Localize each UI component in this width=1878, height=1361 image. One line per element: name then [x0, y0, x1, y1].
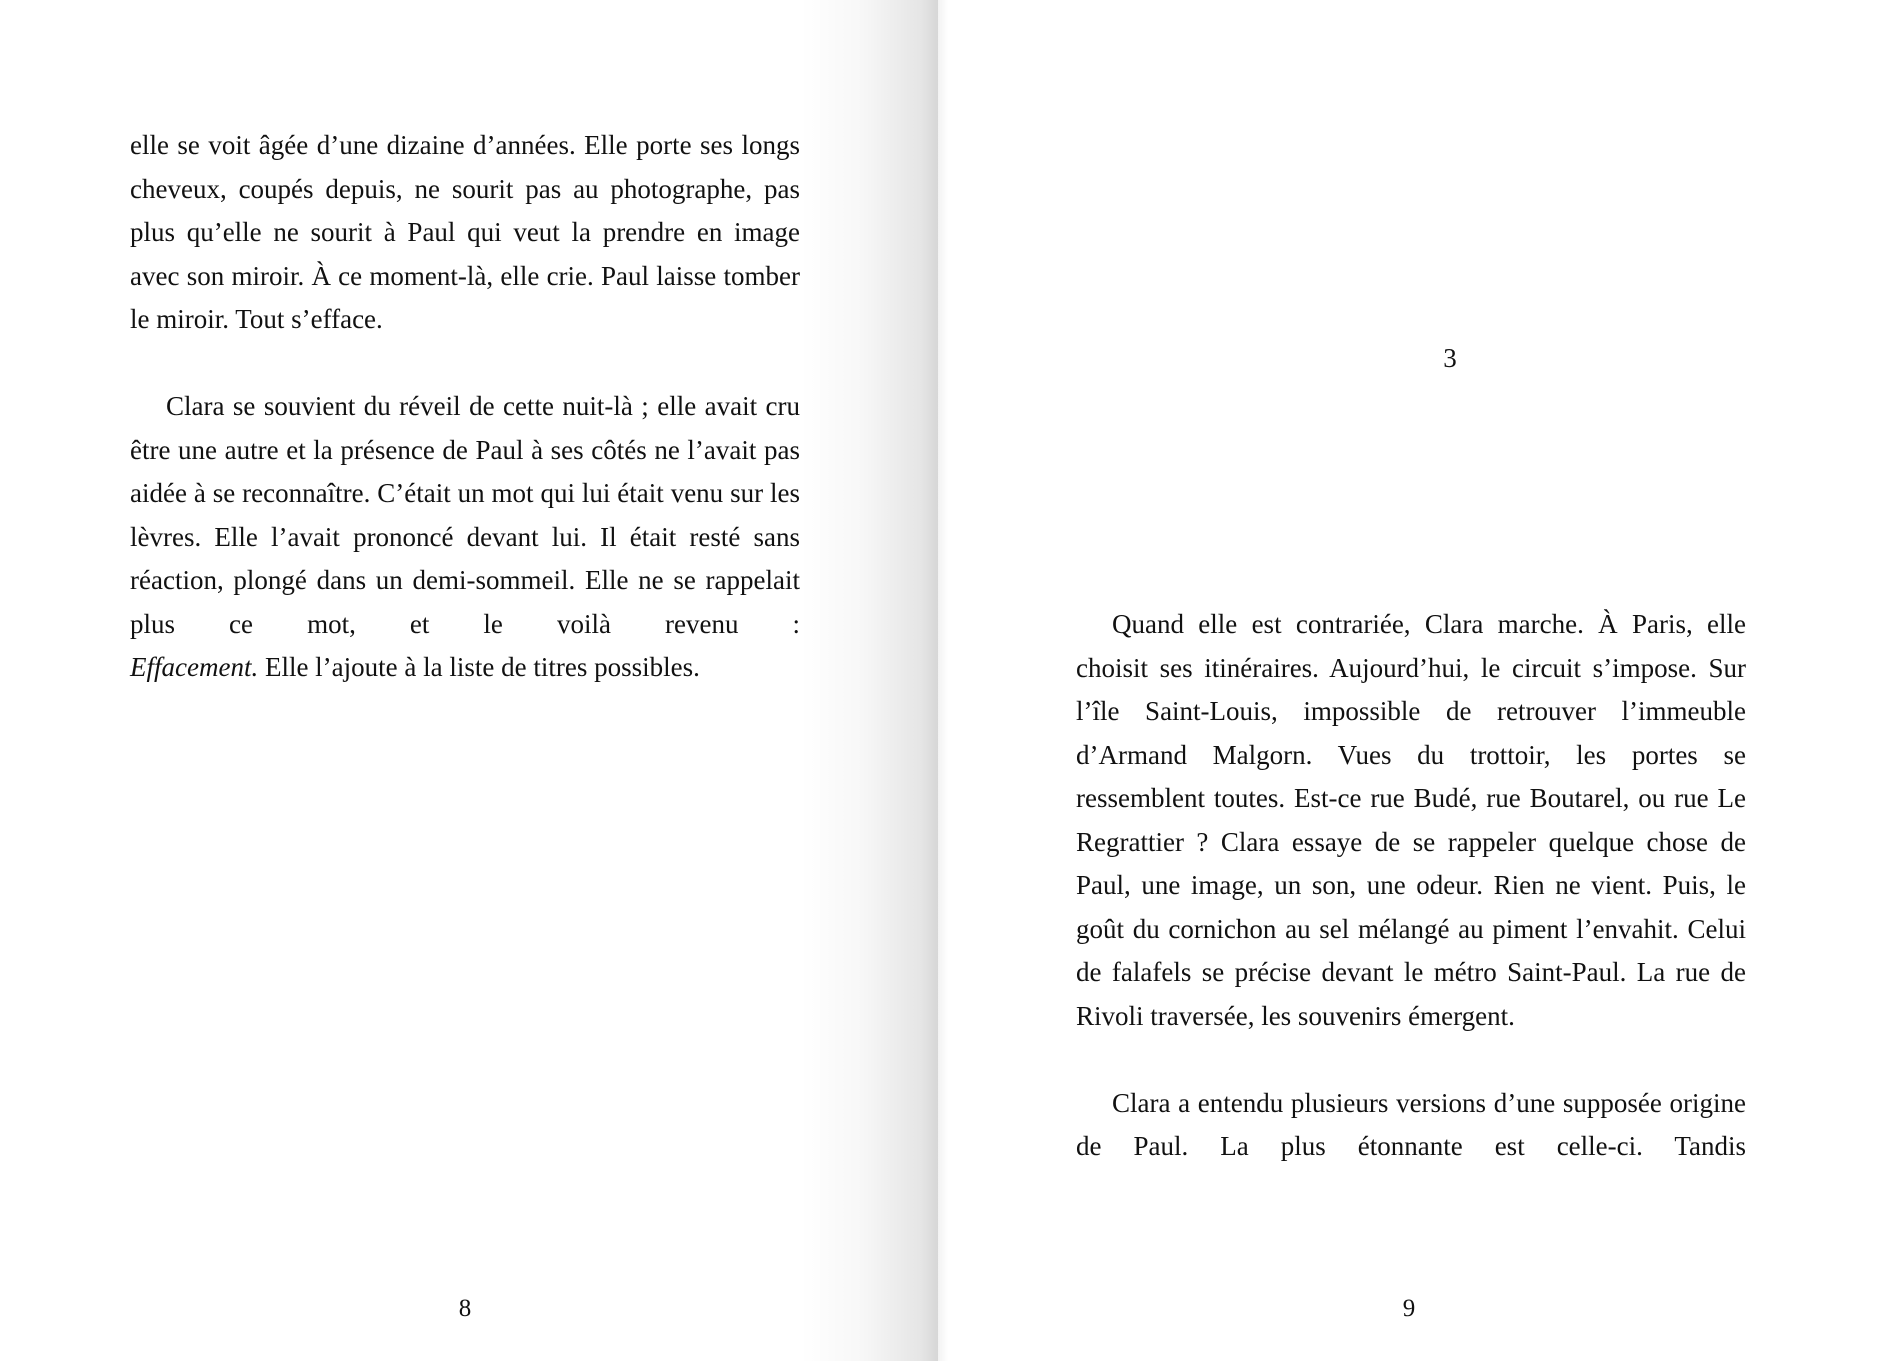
chapter-number: 3 [1443, 343, 1457, 373]
right-page [938, 0, 1878, 1361]
left-paragraph-2: Clara se souvient du réveil de cette nuit-là ; elle avait cru être une autre et la présence de Paul à ses côtés ne l’avait pas aidée à se reconnaître. C’était un mot qui lui était venu sur les lèvres. Elle l’avait prononcé devant lui. Il était resté sans réaction, plongé dans un demi-sommeil. Elle ne se rappelait plus ce mot, et le voilà revenu : [130, 391, 800, 639]
left-closing-text: Elle l’ajoute à la liste de titres possibles. [258, 652, 700, 682]
paragraph-gap [130, 342, 800, 386]
left-page-body [130, 124, 800, 690]
left-paragraph-1: elle se voit âgée d’une dizaine d’années. Elle porte ses longs cheveux, coupés depuis, ne sourit pas au photographe, pas plus qu’elle ne sourit à Paul qui veut la prendre en image avec son miroir. À ce moment-là, elle crie. Paul laisse tomber le miroir. Tout s’efface. [130, 130, 800, 334]
right-paragraph-2: Clara a entendu plusieurs versions d’une supposée origine de Paul. La plus étonnante est celle-ci. Tandis [1076, 1087, 1746, 1161]
right-paragraph-1: Quand elle est contrariée, Clara marche. À Paris, elle choisit ses itinéraires. Aujourd’hui, le circuit s’impose. Sur l’île Saint-Louis, impossible de retrouver l’immeuble d’Armand Malgorn. Vues du trottoir, les portes se ressemblent toutes. Est-ce rue Budé, rue Boutarel, ou rue Le Regrattier ? Clara essaye de se rappeler quelque chose de Paul, une image, un son, une odeur. Rien ne vient. Puis, le goût du cornichon au sel mélangé au piment l’envahit. Celui de falafels se précise devant le métro Saint-Paul. La rue de Rivoli traversée, les souvenirs émergent. [1076, 609, 1746, 1031]
paragraph-gap [1076, 1038, 1746, 1082]
left-paragraph-2-end [130, 646, 800, 690]
page-number-right: 9 [1402, 1295, 1416, 1322]
italic-word: Effacement. [130, 652, 259, 682]
right-page-body [1076, 603, 1746, 1169]
left-page [0, 0, 938, 1361]
page-number-left: 8 [458, 1295, 472, 1322]
